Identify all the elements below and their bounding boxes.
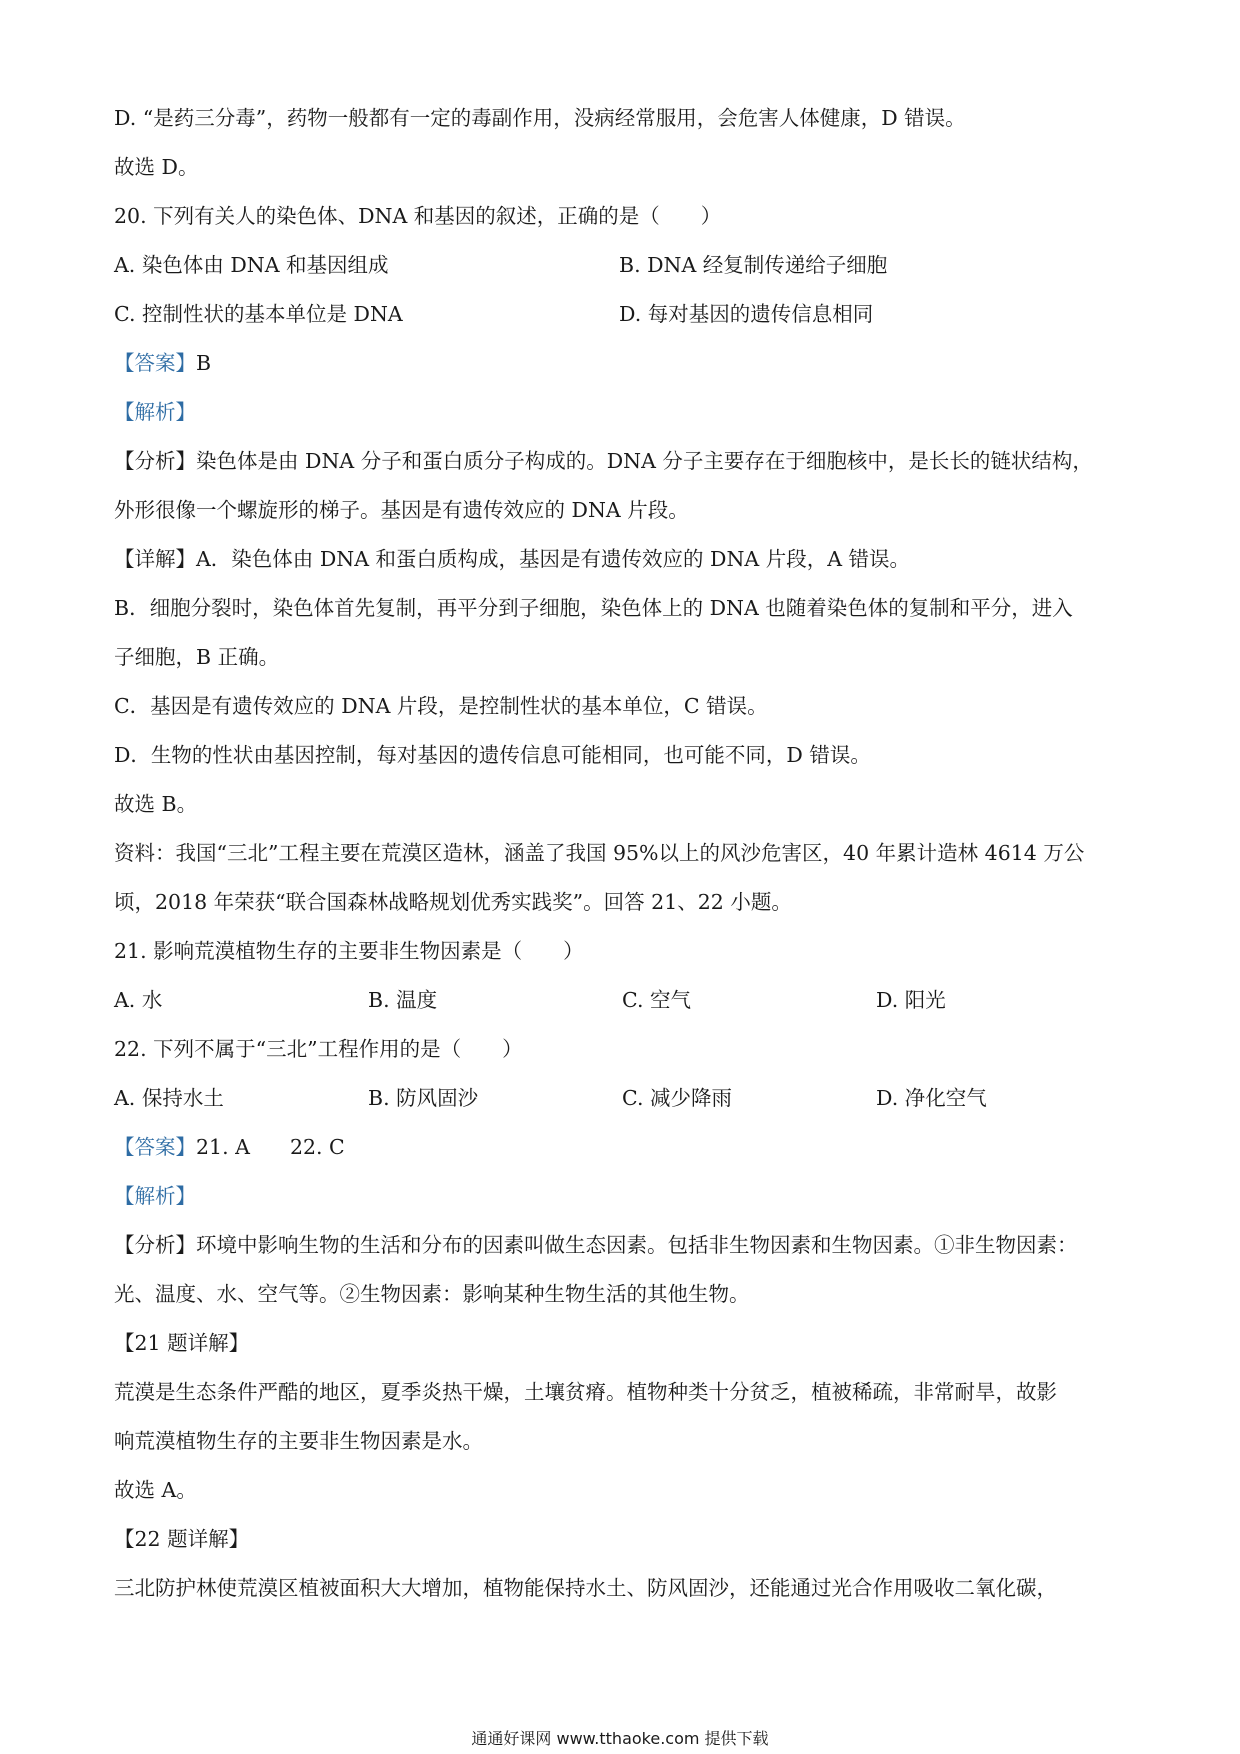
q20-option-a: A. 染色体由 DNA 和基因组成 bbox=[114, 253, 389, 277]
q20-detail-c: C．基因是有遗传效应的 DNA 片段，是控制性状的基本单位，C 错误。 bbox=[114, 694, 768, 718]
q19-option-d-explanation: D. “是药三分毒”，药物一般都有一定的毒副作用，没病经常服用，会危害人体健康，D 错误。 bbox=[114, 106, 966, 130]
answer-tag: 【答案】 bbox=[114, 351, 196, 375]
q21-22-answer: 【答案】21. A 22. C bbox=[114, 1135, 345, 1159]
q21-22-fenxi-line-2: 光、温度、水、空气等。②生物因素：影响某种生物生活的其他生物。 bbox=[114, 1282, 750, 1306]
answer-tag: 【答案】 bbox=[114, 1135, 196, 1159]
q21-22-fenxi-line-1: 【分析】环境中影响生物的生活和分布的因素叫做生态因素。包括非生物因素和生物因素。①非生物因素： bbox=[114, 1233, 1078, 1257]
q22-detail-heading: 【22 题详解】 bbox=[114, 1527, 250, 1551]
q20-detail-b-1: B．细胞分裂时，染色体首先复制，再平分到子细胞，染色体上的 DNA 也随着染色体的复制和平分，进入 bbox=[114, 596, 1073, 620]
q21-detail-line-1: 荒漠是生态条件严酷的地区，夏季炎热干燥，土壤贫瘠。植物种类十分贫乏，植被稀疏，非常耐旱，故影 bbox=[114, 1380, 1057, 1404]
q20-detail-a: 【详解】A．染色体由 DNA 和蛋白质构成，基因是有遗传效应的 DNA 片段，A 错误。 bbox=[114, 547, 911, 571]
q21-detail-heading: 【21 题详解】 bbox=[114, 1331, 250, 1355]
q22-stem: 22. 下列不属于“三北”工程作用的是（ ） bbox=[114, 1037, 523, 1061]
q21-stem: 21. 影响荒漠植物生存的主要非生物因素是（ ） bbox=[114, 939, 584, 963]
q21-option-a: A. 水 bbox=[114, 988, 163, 1012]
q22-option-d: D. 净化空气 bbox=[876, 1086, 987, 1110]
q20-conclusion: 故选 B。 bbox=[114, 792, 198, 816]
q21-option-d: D. 阳光 bbox=[876, 988, 946, 1012]
q21-option-b: B. 温度 bbox=[368, 988, 438, 1012]
material-line-2: 顷，2018 年荣获“联合国森林战略规划优秀实践奖”。回答 21、22 小题。 bbox=[114, 890, 792, 914]
q20-fenxi-line-1: 【分析】染色体是由 DNA 分子和蛋白质分子构成的。DNA 分子主要存在于细胞核中，是长长的链状结构， bbox=[114, 449, 1093, 473]
q22-option-a: A. 保持水土 bbox=[114, 1086, 224, 1110]
q20-analysis-tag: 【解析】 bbox=[114, 400, 196, 424]
q19-conclusion: 故选 D。 bbox=[114, 155, 199, 179]
q20-fenxi-line-2: 外形很像一个螺旋形的梯子。基因是有遗传效应的 DNA 片段。 bbox=[114, 498, 689, 522]
q22-option-b: B. 防风固沙 bbox=[368, 1086, 479, 1110]
q22-option-c: C. 减少降雨 bbox=[622, 1086, 732, 1110]
q20-option-b: B. DNA 经复制传递给子细胞 bbox=[619, 253, 888, 277]
q21-22-analysis-tag: 【解析】 bbox=[114, 1184, 196, 1208]
q20-detail-b-2: 子细胞，B 正确。 bbox=[114, 645, 280, 669]
q20-detail-d: D．生物的性状由基因控制，每对基因的遗传信息可能相同，也可能不同，D 错误。 bbox=[114, 743, 871, 767]
q21-detail-line-2: 响荒漠植物生存的主要非生物因素是水。 bbox=[114, 1429, 483, 1453]
q20-option-c: C. 控制性状的基本单位是 DNA bbox=[114, 302, 403, 326]
q20-option-d: D. 每对基因的遗传信息相同 bbox=[619, 302, 874, 326]
q21-option-c: C. 空气 bbox=[622, 988, 691, 1012]
q21-conclusion: 故选 A。 bbox=[114, 1478, 197, 1502]
q20-answer: 【答案】B bbox=[114, 351, 212, 375]
q22-detail-line-1: 三北防护林使荒漠区植被面积大大增加，植物能保持水土、防风固沙，还能通过光合作用吸收二氧化碳， bbox=[114, 1576, 1057, 1600]
material-line-1: 资料：我国“三北”工程主要在荒漠区造林，涵盖了我国 95%以上的风沙危害区，40 年累计造林 4614 万公 bbox=[114, 841, 1085, 865]
page-footer: 通通好课网 www.tthaoke.com 提供下载 bbox=[471, 1729, 769, 1748]
q20-stem: 20. 下列有关人的染色体、DNA 和基因的叙述，正确的是（ ） bbox=[114, 204, 722, 228]
